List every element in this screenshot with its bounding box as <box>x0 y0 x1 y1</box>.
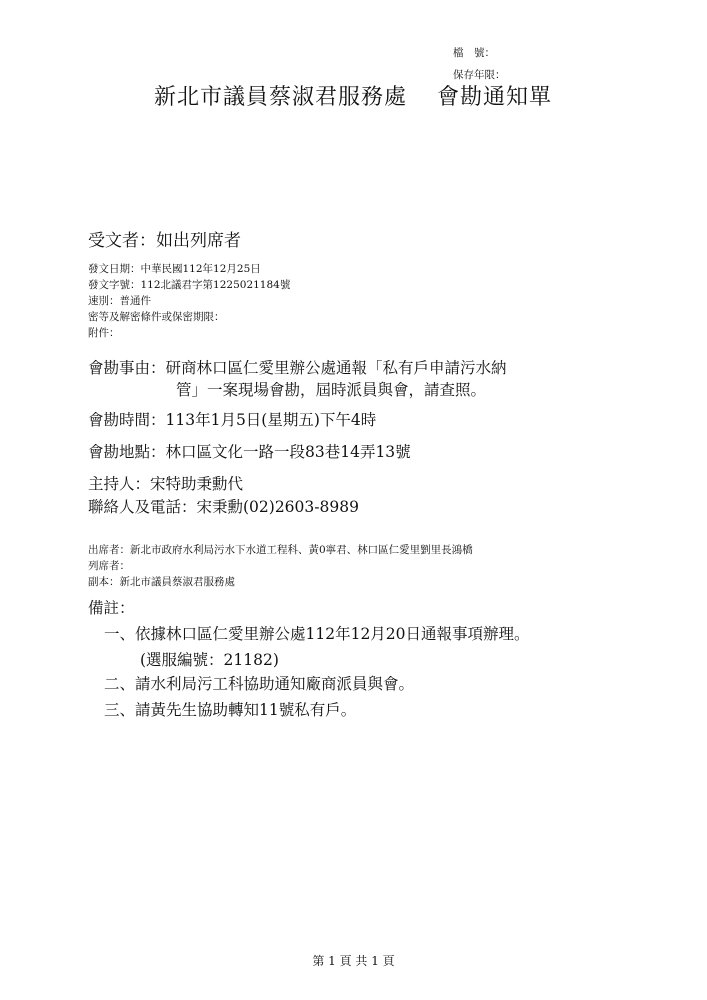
inspection-time: 會勘時間：113年1月5日(星期五)下午4時 <box>88 411 377 429</box>
issue-date: 發文日期：中華民國112年12月25日 <box>88 263 261 275</box>
secrecy-level: 密等及解密條件或保密期限： <box>88 311 225 323</box>
inspection-subject <box>88 357 507 401</box>
subject-line-1: 會勘事由：研商林口區仁愛里辦公處通報「私有戶申請污水納 <box>88 359 507 377</box>
file-number-label: 檔 號： <box>453 47 495 59</box>
inspection-place: 會勘地點：林口區文化一路一段83巷14弄13號 <box>88 443 411 461</box>
attendees-present: 出席者：新北市政府水利局污水下水道工程科、黃0寧君、林口區仁愛里劉里長鴻橋 <box>88 544 473 556</box>
page-number-footer: 第 1 頁 共 1 頁 <box>312 954 395 968</box>
remark-item-1: 一、依據林口區仁愛里辦公處112年12月20日通報事項辦理。 <box>104 625 530 643</box>
document-number: 發文字號：112北議君字第1225021184號 <box>88 279 291 291</box>
remark-item-1-sub: (選服編號：21182) <box>140 651 279 669</box>
office-name: 新北市議員蔡淑君服務處 <box>154 85 408 110</box>
delivery-speed: 速別：普通件 <box>88 295 151 307</box>
contact-line: 聯絡人及電話：宋秉勳(02)2603-8989 <box>88 498 359 516</box>
recipient-line: 受文者：如出列席者 <box>88 231 241 251</box>
document-meta <box>88 262 290 342</box>
attachment-line: 附件： <box>88 327 120 339</box>
document-type: 會勘通知單 <box>437 85 553 110</box>
remarks-list <box>104 623 530 725</box>
attendee-list <box>88 543 473 591</box>
copy-recipient: 副本：新北市議員蔡淑君服務處 <box>88 576 235 588</box>
subject-line-2: 管」一案現場會勘，屆時派員與會，請查照。 <box>176 381 487 399</box>
retention-period-label: 保存年限： <box>453 69 506 81</box>
remark-item-2: 二、請水利局污工科協助通知廠商派員與會。 <box>104 675 415 693</box>
remarks-title: 備註： <box>88 599 135 617</box>
host-line: 主持人：宋特助秉勳代 <box>88 475 244 493</box>
document-title <box>154 83 552 113</box>
remark-item-3: 三、請黃先生協助轉知11號私有戶。 <box>104 701 357 719</box>
attendees-observers: 列席者： <box>88 560 130 572</box>
